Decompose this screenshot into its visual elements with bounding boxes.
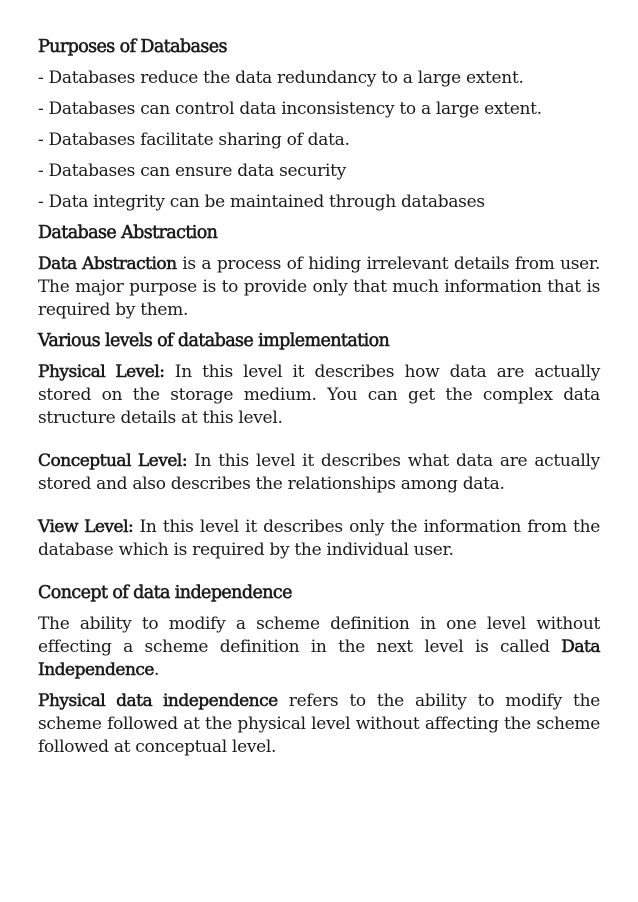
spacer [38, 214, 600, 222]
spacer [38, 121, 600, 129]
conceptual-level-text: In this level it describes what data are actually stored and also describes the relationships among data. [38, 451, 600, 494]
spacer [38, 605, 600, 613]
purpose-bullet-2: - Databases can control data inconsistency to a large extent. [38, 99, 542, 119]
spacer [38, 59, 600, 67]
conceptual-level-term: Conceptual Level: [38, 451, 188, 471]
physical-independence-term: Physical data independence [38, 691, 278, 711]
physical-level-term: Physical Level: [38, 362, 165, 382]
levels-heading: Various levels of database implementation [38, 331, 390, 351]
spacer [38, 90, 600, 98]
physical-independence-text: refers to the ability to modify the scheme followed at the physical level without affecting the scheme followed at conceptual level. [38, 691, 600, 757]
abstraction-text: is a process of hiding irrelevant details from user. The major purpose is to provide only that much information that is required by them. [38, 254, 600, 320]
spacer [38, 183, 600, 191]
independence-text: The ability to modify a scheme definition in one level without effecting a scheme definition in the next level is called [38, 614, 600, 657]
purpose-bullet-1: - Databases reduce the data redundancy to a large extent. [38, 68, 524, 88]
view-level-paragraph [38, 516, 600, 562]
conceptual-level-paragraph [38, 450, 600, 496]
purpose-bullet-3: - Databases facilitate sharing of data. [38, 130, 350, 150]
spacer [38, 245, 600, 253]
spacer [38, 430, 600, 450]
spacer [38, 496, 600, 516]
independence-term: Data Independence [38, 637, 600, 680]
view-level-term: View Level: [38, 517, 134, 537]
independence-end: . [153, 660, 160, 680]
abstraction-paragraph [38, 253, 600, 322]
physical-level-paragraph [38, 361, 600, 430]
view-level-text: In this level it describes only the information from the database which is required by the individual user. [38, 517, 600, 560]
spacer [38, 322, 600, 330]
purposes-heading: Purposes of Databases [38, 37, 227, 57]
purpose-bullet-5: - Data integrity can be maintained through databases [38, 192, 485, 212]
spacer [38, 152, 600, 160]
document-page [38, 36, 600, 759]
physical-independence-paragraph [38, 690, 600, 759]
abstraction-heading: Database Abstraction [38, 223, 218, 243]
spacer [38, 353, 600, 361]
spacer [38, 682, 600, 690]
spacer [38, 562, 600, 582]
independence-paragraph [38, 613, 600, 682]
physical-level-text: In this level it describes how data are actually stored on the storage medium. You can get the complex data structure details at this level. [38, 362, 601, 428]
abstraction-term: Data Abstraction [38, 254, 177, 274]
independence-heading: Concept of data independence [38, 583, 292, 603]
purpose-bullet-4: - Databases can ensure data security [38, 161, 346, 181]
